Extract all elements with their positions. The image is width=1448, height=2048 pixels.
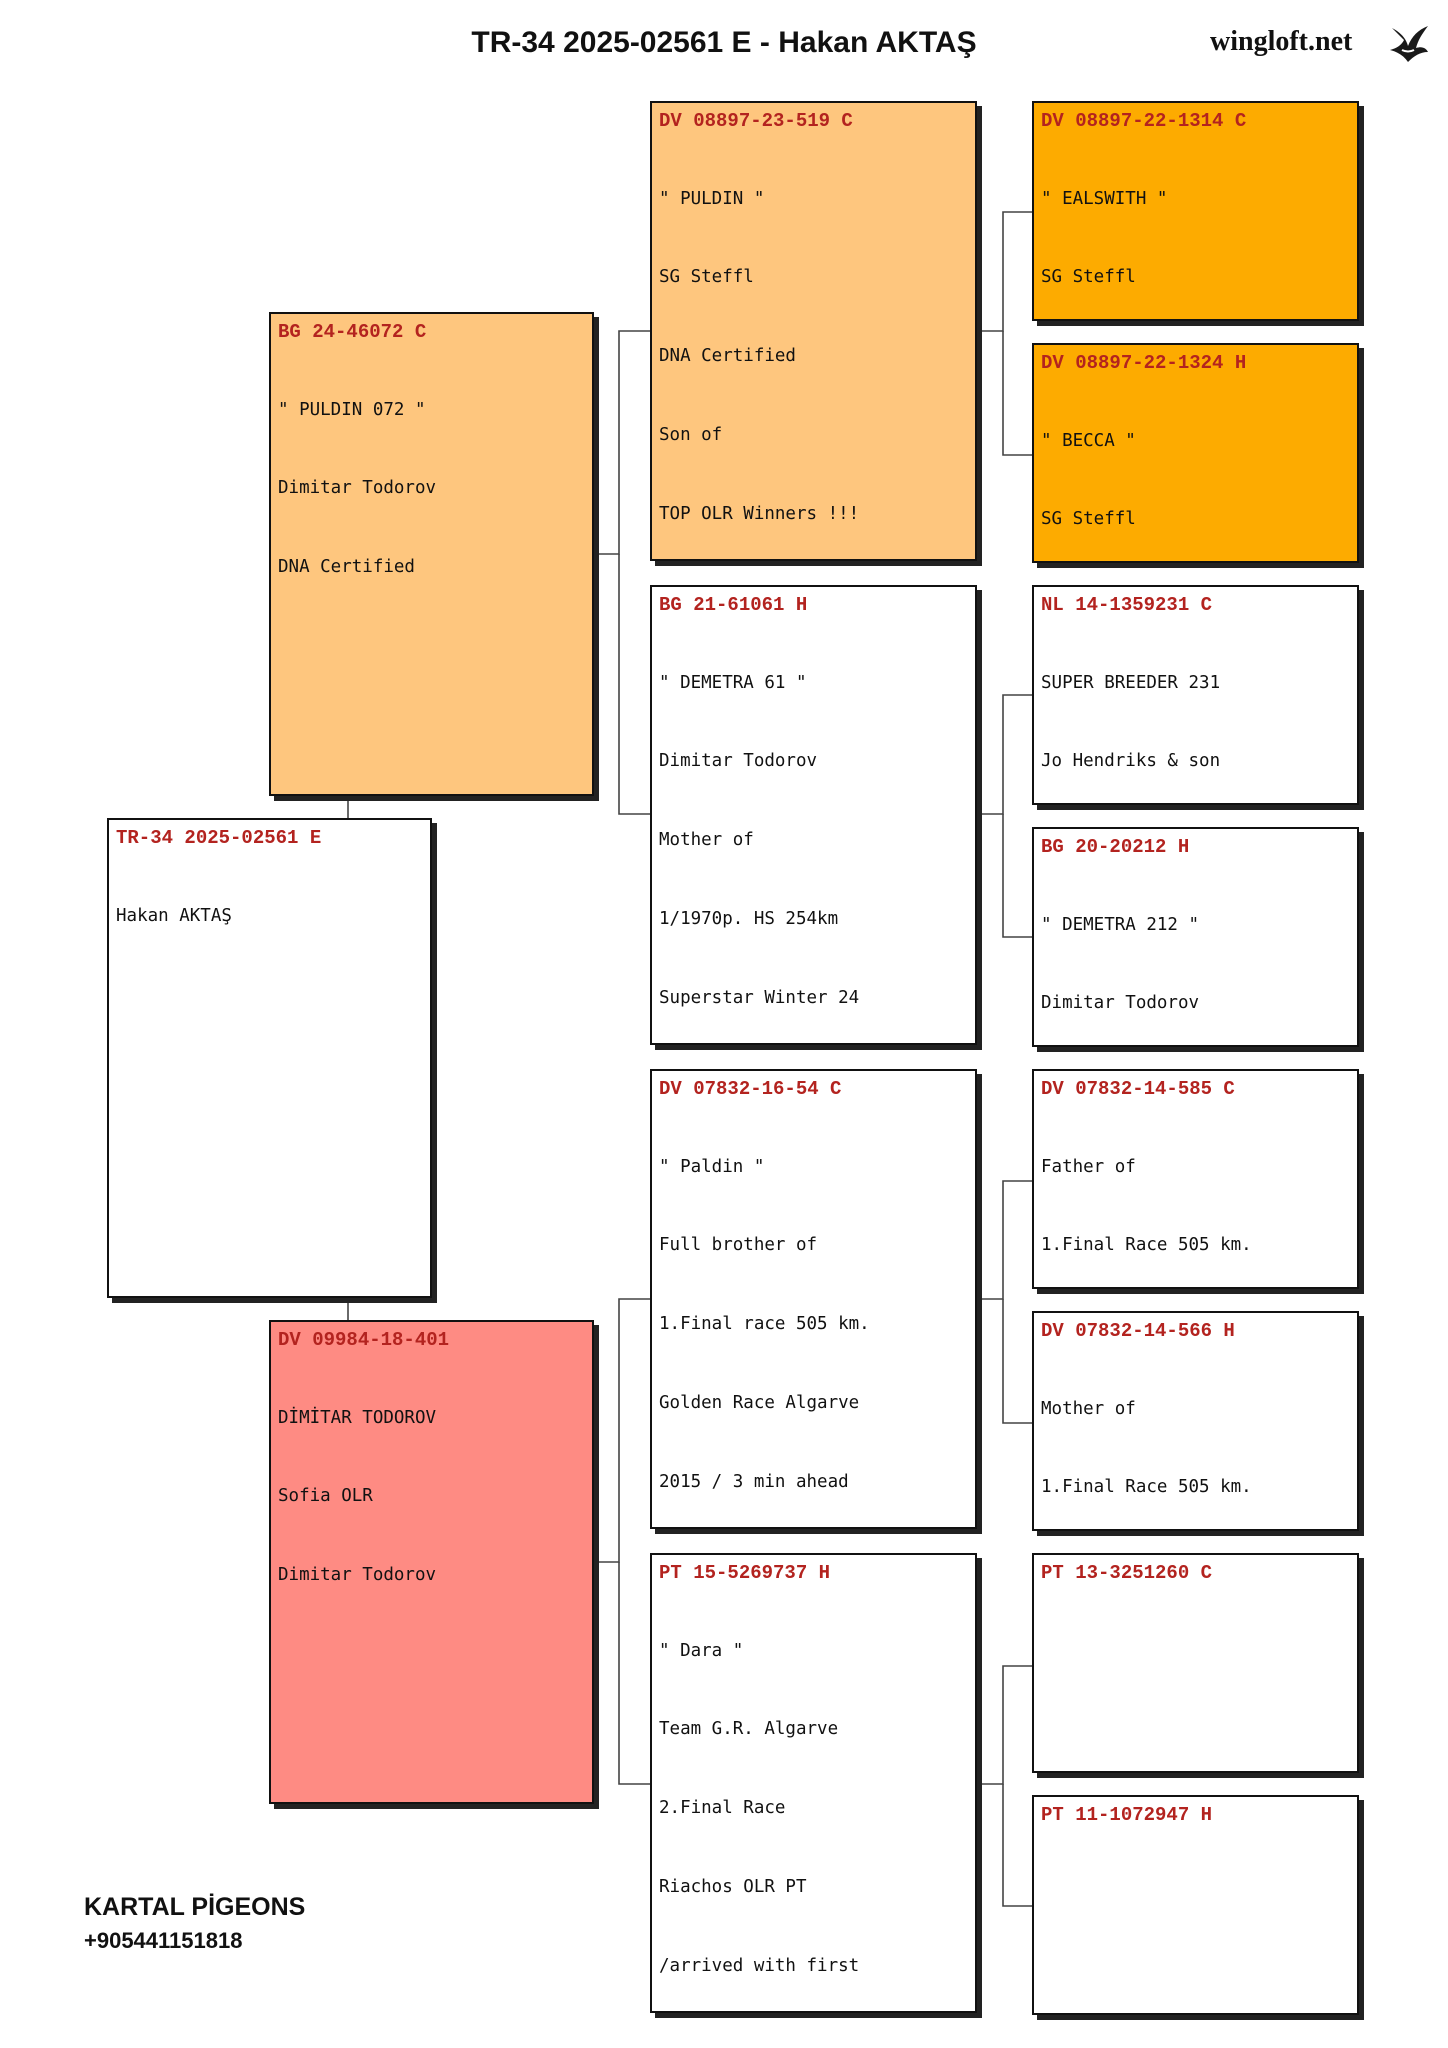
dam-card[interactable] [269,1320,594,1804]
pigeon-info [659,133,968,561]
info-line: Superstar Winter 24 [659,988,860,1009]
info-line: DNA Certified [659,346,796,367]
info-line: " DEMETRA 61 " [659,672,807,693]
pigeon-info [278,1352,585,1641]
info-line: Full brother of [659,1235,818,1256]
ring-number: DV 07832-14-566 H [1041,1320,1235,1342]
great-grandparent-card-7[interactable] [1032,1553,1359,1773]
sire-card[interactable] [269,312,594,796]
info-line: " PULDIN 072 " [278,399,426,420]
info-line: Sofia OLR [278,1486,373,1507]
info-line: Mother of [1041,1398,1136,1419]
info-line: " EALSWITH " [1041,188,1168,209]
great-grandparent-card-2[interactable] [1032,343,1359,563]
ring-number: BG 20-20212 H [1041,836,1190,858]
ring-number: PT 13-3251260 C [1041,1562,1213,1584]
info-line: 2.Final Race [659,1798,786,1819]
info-line: 1.Final race 505 km. [659,1314,870,1335]
info-line: " DEMETRA 212 " [1041,914,1200,935]
ring-number: NL 14-1359231 C [1041,594,1213,616]
pigeon-info [1041,1343,1350,1531]
info-line: Golden Race Algarve [659,1393,860,1414]
great-grandparent-card-6[interactable] [1032,1311,1359,1531]
pigeon-info [278,344,585,633]
ring-number: DV 08897-22-1324 H [1041,352,1247,374]
ring-number: DV 09984-18-401 [278,1329,450,1351]
pigeon-info [1041,617,1350,805]
granddam-maternal-card[interactable] [650,1553,977,2013]
pigeon-info [659,1101,968,1529]
info-line: " BECCA " [1041,430,1136,451]
logo-text: wingloft.net [1210,26,1353,57]
great-grandparent-card-8[interactable] [1032,1795,1359,2015]
info-line: SUPER BREEDER 231 [1041,672,1221,693]
info-line: /arrived with first [659,1956,860,1977]
info-line: 1.Final Race 505 km. [1041,1235,1252,1256]
info-line: " Dara " [659,1640,744,1661]
pigeon-info [1041,375,1350,563]
ring-number: DV 07832-14-585 C [1041,1078,1235,1100]
info-line: Riachos OLR PT [659,1877,807,1898]
pigeon-info [659,1585,968,2013]
info-line: Dimitar Todorov [278,1565,437,1586]
info-line: Mother of [659,830,754,851]
great-grandparent-card-5[interactable] [1032,1069,1359,1289]
page-title: TR-34 2025-02561 E - Hakan AKTAŞ [471,26,977,59]
grandsire-paternal-card[interactable] [650,101,977,561]
ring-number: PT 15-5269737 H [659,1562,831,1584]
pigeon-info [1041,133,1350,321]
pigeon-info [659,617,968,1045]
grandsire-maternal-card[interactable] [650,1069,977,1529]
pigeon-info [1041,859,1350,1047]
info-line: 2015 / 3 min ahead [659,1472,849,1493]
info-line: SG Steffl [659,267,754,288]
info-line: Son of [659,425,723,446]
great-grandparent-card-3[interactable] [1032,585,1359,805]
info-line: " PULDIN " [659,188,765,209]
breeder-phone[interactable]: +905441151818 [84,1928,243,1953]
info-line: DİMİTAR TODOROV [278,1407,437,1428]
info-line: SG Steffl [1041,509,1136,530]
breeder-name: KARTAL PİGEONS [84,1893,306,1921]
info-line: Father of [1041,1156,1136,1177]
info-line: DNA Certified [278,557,415,578]
info-line: SG Steffl [1041,267,1136,288]
granddam-paternal-card[interactable] [650,585,977,1045]
ring-number: BG 21-61061 H [659,594,808,616]
info-line: Dimitar Todorov [659,751,818,772]
subject-pigeon-card[interactable] [107,818,432,1298]
info-line: Hakan AKTAŞ [116,905,232,926]
info-line: Team G.R. Algarve [659,1719,839,1740]
info-line: TOP OLR Winners !!! [659,504,860,525]
ring-number: PT 11-1072947 H [1041,1804,1213,1826]
pigeon-info [116,850,423,981]
info-line: Dimitar Todorov [278,478,437,499]
ring-number: DV 08897-22-1314 C [1041,110,1247,132]
ring-number: TR-34 2025-02561 E [116,827,322,849]
info-line: Dimitar Todorov [1041,993,1200,1014]
info-line: 1/1970p. HS 254km [659,909,839,930]
ring-number: DV 07832-16-54 C [659,1078,842,1100]
ring-number: BG 24-46072 C [278,321,427,343]
info-line: Jo Hendriks & son [1041,751,1221,772]
ring-number: DV 08897-23-519 C [659,110,853,132]
info-line: " Paldin " [659,1156,765,1177]
great-grandparent-card-1[interactable] [1032,101,1359,321]
great-grandparent-card-4[interactable] [1032,827,1359,1047]
pigeon-info [1041,1101,1350,1289]
info-line: 1.Final Race 505 km. [1041,1477,1252,1498]
